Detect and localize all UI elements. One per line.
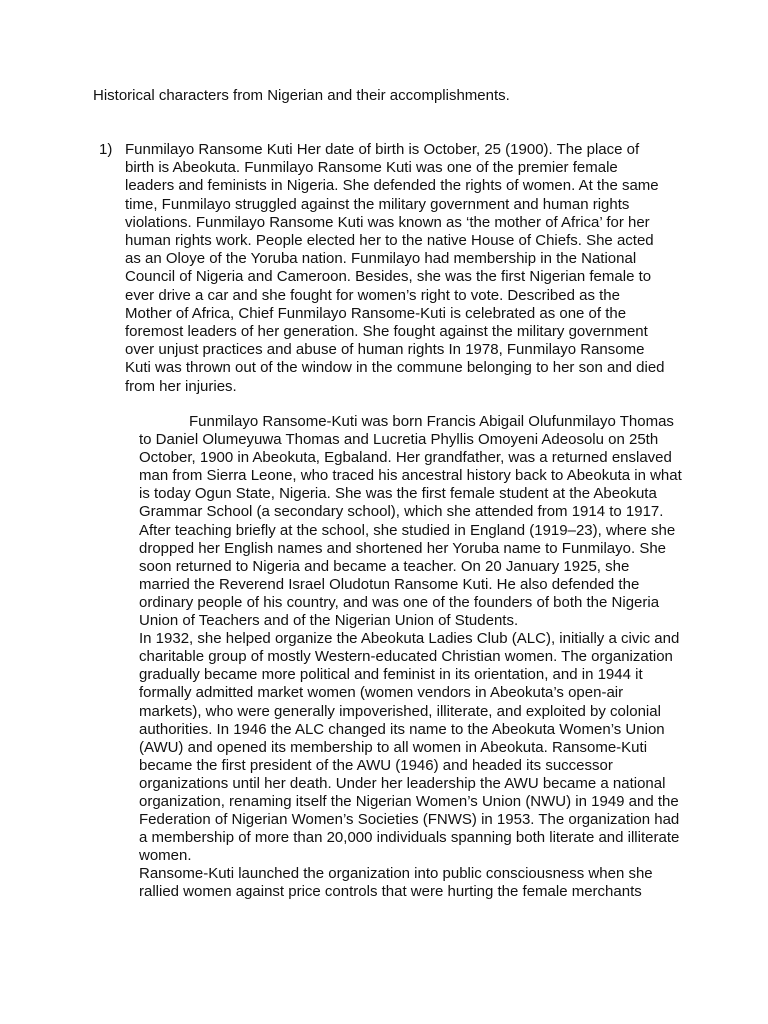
paragraph: In 1932, she helped organize the Abeokuta Ladies Club (ALC), initially a civic and charitable group of mostly Western-educated Christian women. The organization gradually became more political and feminist in its orientation, and in 1944 it formally admitted market women (women vendors in Abeokuta’s open-air markets), who were generally impoverished, illiterate, and exploited by colonial authorities. In 1946 the ALC changed its name to the Abeokuta Women’s Union (AWU) and opened its membership to all women in Abeokuta. Ransome-Kuti became the first president of the AWU (1946) and headed its successor organizations until her death. Under her leadership the AWU became a national organization, renaming itself the Nigerian Women’s Union (NWU) in 1949 and the Federation of Nigerian Women’s Societies (FNWS) in 1953. The organization had a membership of more than 20,000 individuals spanning both literate and illiterate women.	[139, 630, 680, 865]
paragraph: Ransome-Kuti launched the organization into public consciousness when she rallied women against price controls that were hurting the female merchants	[139, 865, 653, 901]
paragraph: Funmilayo Ransome-Kuti was born Francis Abigail Olufunmilayo Thomas to Daniel Olumeyuwa Thomas and Lucretia Phyllis Omoyeni Adeosolu on 25th October, 1900 in Abeokuta, Egbaland. Her grandfather, was a returned enslaved man from Sierra Leone, who traced his ancestral history back to Abeokuta in what is today Ogun State, Nigeria. She was the first female student at the Abeokuta Grammar School (a secondary school), which she attended from 1914 to 1917. After teaching briefly at the school, she studied in England (1919–23), where she dropped her English names and shortened her Yoruba name to Funmilayo. She soon returned to Nigeria and became a teacher. On 20 January 1925, she married the Reverend Israel Oludotun Ransome Kuti. He also defended the ordinary people of his country, and was one of the founders of both the Nigeria Union of Teachers and of the Nigerian Union of Students.	[139, 413, 682, 630]
list-item-text: Funmilayo Ransome Kuti Her date of birth is October, 25 (1900). The place of birth is Abeokuta. Funmilayo Ransome Kuti was one of the premier female leaders and feminists in Nigeria. She defended the rights of women. At the same time, Funmilayo struggled against the military government and human rights violations. Funmilayo Ransome Kuti was known as ‘the mother of Africa’ for her human rights work. People elected her to the native House of Chiefs. She acted as an Oloye of the Yoruba nation. Funmilayo had membership in the National Council of Nigeria and Cameroon. Besides, she was the first Nigerian female to ever drive a car and she fought for women’s right to vote. Described as the Mother of Africa, Chief Funmilayo Ransome-Kuti is celebrated as one of the foremost leaders of her generation. She fought against the military government over unjust practices and abuse of human rights In 1978, Funmilayo Ransome Kuti was thrown out of the window in the commune belonging to her son and died from her injuries.	[125, 141, 665, 395]
body-text	[139, 413, 684, 902]
document-title: Historical characters from Nigerian and their accomplishments.	[93, 87, 510, 104]
list-item	[99, 141, 669, 396]
list-item-number: 1)	[99, 141, 113, 158]
